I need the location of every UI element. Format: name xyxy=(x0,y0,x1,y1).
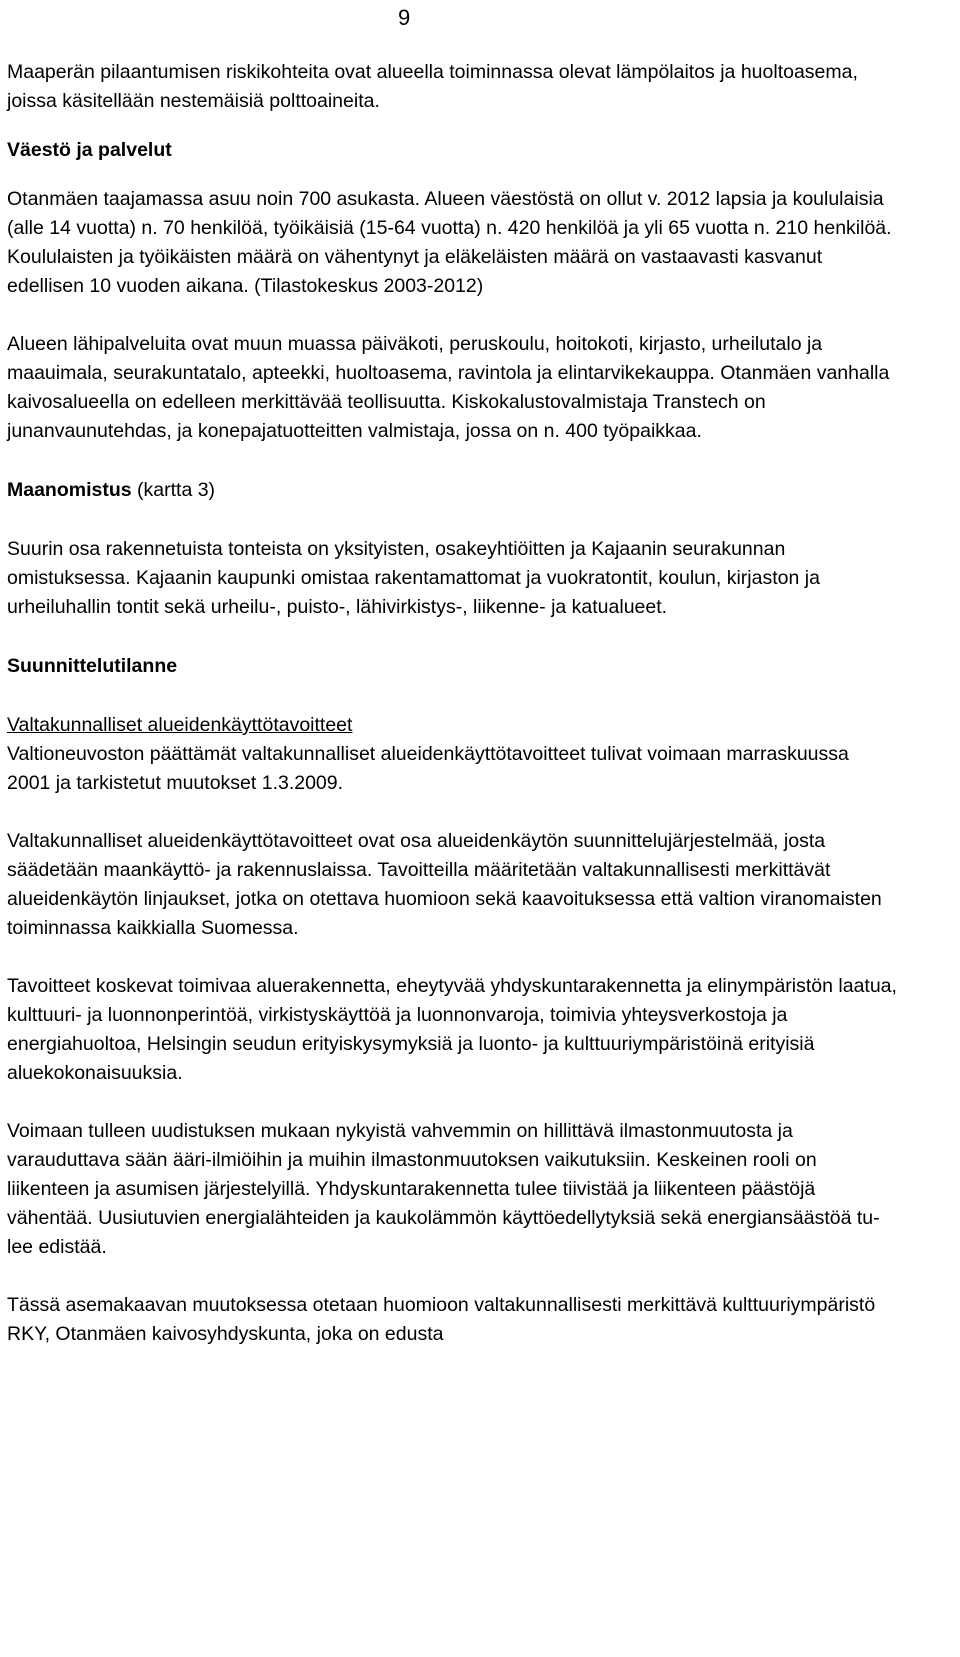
paragraph-land-ownership: Suurin osa rakennetuista tonteista on yksityisten, osakeyhtiöitten ja Kajaanin seurakunnan omistuksessa. Kajaanin kaupunki omistaa rakentamattomat ja vuokratontit, koulun, kirjaston ja urheiluhallin tontit sekä urheilu-, puisto-, lähivirkistys-, liikenne- ja katualueet. xyxy=(7,538,820,618)
heading-land-ownership-suffix: (kartta 3) xyxy=(131,479,216,501)
document-body xyxy=(7,58,897,1349)
paragraph-climate: Voimaan tulleen uudistuksen mukaan nykyistä vahvemmin on hillittävä ilmastonmuutosta ja varauduttava sään ääri-ilmiöihin ja muihin ilmastonmuutoksen vaikutuksiin. Keskeinen rooli on liikenteen ja asumisen järjestelyillä. Yhdyskuntarakennetta tulee tiivistää ja liikenteen päästöjä vähentää. Uusiutuvien energialähteiden ja kaukolämmön käyttöedellytyksiä sekä energiansäästöä tulee edistää. xyxy=(7,1120,880,1258)
paragraph-services: Alueen lähipalveluita ovat muun muassa päiväkoti, peruskoulu, hoitokoti, kirjasto, urheilutalo ja maauimala, seurakuntatalo, apteekki, huoltoasema, ravintola ja elintarvikekauppa. Otanmäen vanhalla kaivosalueella on edelleen merkittävää teollisuutta. Kiskokalustovalmistaja Transtech on junanvaunutehdas, ja konepajatuotteitten valmistaja, jossa on n. 400 työpaikkaa. xyxy=(7,333,890,442)
heading-planning-situation: Suunnittelutilanne xyxy=(7,655,178,677)
heading-land-ownership xyxy=(7,476,897,505)
heading-land-ownership-title: Maanomistus xyxy=(7,479,132,501)
paragraph-rky: Tässä asemakaavan muutoksessa otetaan huomioon valtakunnallisesti merkittävä kulttuuriympäristö RKY, Otanmäen kaivosyhdyskunta, joka on edusta xyxy=(7,1294,876,1345)
paragraph-goals-topics: Tavoitteet koskevat toimivaa aluerakennetta, eheytyvää yhdyskuntarakennetta ja elinympäristön laatua, kulttuuri- ja luonnonperintöä, virkistyskäyttöä ja luonnonvaroja, toimivia yhteysverkostoja ja energiahuoltoa, Helsingin seudun erityiskysymyksiä ja luonto- ja kulttuuriympäristöinä erityisiä aluekokonaisuuksia. xyxy=(7,975,897,1084)
subheading-national-land-use-goals: Valtakunnalliset alueidenkäyttötavoitteet xyxy=(7,714,353,736)
paragraph-goals-system: Valtakunnalliset alueidenkäyttötavoitteet ovat osa alueidenkäytön suunnittelujärjestelmää, josta säädetään maankäyttö- ja rakennuslaissa. Tavoitteilla määritetään valtakunnallisesti merkittävät alueidenkäytön linjaukset, jotka on otettava huomioon sekä kaavoituksessa että valtion viranomaisten toiminnassa kaikkialla Suomessa. xyxy=(7,830,882,939)
page-number: 9 xyxy=(398,5,411,30)
heading-population-services: Väestö ja palvelut xyxy=(7,139,172,161)
paragraph-goals-effective: Valtioneuvoston päättämät valtakunnalliset alueidenkäyttötavoitteet tulivat voimaan marraskuussa 2001 ja tarkistetut muutokset 1.3.2009. xyxy=(7,743,849,794)
paragraph-soil-contamination: Maaperän pilaantumisen riskikohteita ovat alueella toiminnassa olevat lämpölaitos ja huoltoasema, joissa käsitellään nestemäisiä polttoaineita. xyxy=(7,61,858,112)
paragraph-population: Otanmäen taajamassa asuu noin 700 asukasta. Alueen väestöstä on ollut v. 2012 lapsia ja koululaisia (alle 14 vuotta) n. 70 henkilöä, työikäisiä (15-64 vuotta) n. 420 henkilöä ja yli 65 vuotta n. 210 henkilöä. Koululaisten ja työikäisten määrä on vähentynyt ja eläkeläisten määrä on vastaavasti kasvanut edellisen 10 vuoden aikana. (Tilastokeskus 2003-2012) xyxy=(7,188,892,297)
